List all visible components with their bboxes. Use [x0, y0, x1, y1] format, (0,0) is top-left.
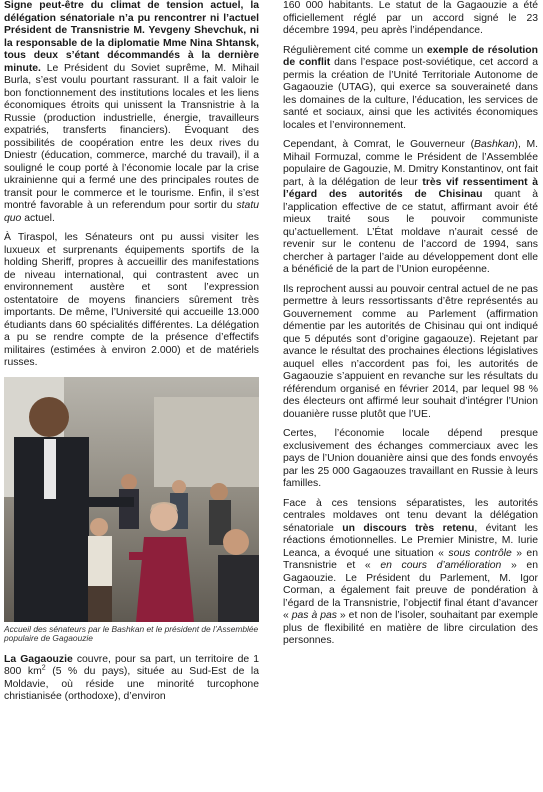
paragraph-text-mid: , évitant les réactions émotionnelles. Le Premier Ministre, M. Iurie Leanca, a évoqué une situation «	[283, 522, 538, 559]
paragraph-conflict-resolution	[283, 45, 538, 133]
italic-quote: en cours d’amélioration	[380, 560, 502, 571]
paragraph-text-end: (5 % du pays), située au Sud-Est de la Moldavie, où réside une minorité turcophone christianisée (orthodoxe), d’environ	[4, 666, 260, 702]
bold-term: exemple de résolution de conflit	[283, 44, 538, 68]
bold-term: La Gagaouzie	[4, 653, 73, 665]
right-column	[283, 0, 538, 655]
left-column	[4, 0, 259, 711]
italic-quote: pas à pas	[291, 610, 337, 621]
photo-caption: Accueil des sénateurs par le Bashkan et le président de l’Assemblée populaire de Gagaouzie	[4, 623, 259, 643]
paragraph-text-end: dans l’espace post-soviétique, cet accord a permis la création de l’Unité Territoriale Autonome de Gagaouzie (UTAG), qui exerce sa souveraineté dans les domaines de la culture, l’éducation, les services de santé et sociaux, ainsi que les activités économiques locales et l’environnement.	[283, 57, 538, 131]
paragraph-text-end: » et non de l’isoler, souhaitant par exemple plus de flexibilité en matière de libre circulation des personnes.	[283, 610, 539, 646]
superscript: 2	[41, 664, 46, 672]
paragraph-tiraspol: À Tiraspol, les Sénateurs ont pu aussi visiter les luxueux et surprenants équipements sportifs de la holding Sheriff, propres à accueillir des manifestations de niveau international, qui contrastent avec un environnement austère et sont l’expression ostentatoire de moyens financiers sûrement très importants. De même, l’Université qui accueille 13.000 étudiants dans 60 spécialités différentes. La délégation a pu se rendre compte de la présence d’effectifs militaires (estimées à environ 2.000) et de matériels russes.	[4, 232, 259, 368]
paragraph-text-end: quant à l’application effective de ce statut, affirmant avoir été mieux traité sous le pouvoir communiste qu’actuellement. L’État moldave n’aurait cessé de revenir sur le contenu de l’accord de 1994, sans chercher à partager l’aide au développement dont elle a bénéficié de la part de l’Union européenne.	[283, 189, 539, 275]
paragraph-text: Face à ces tensions séparatistes, les autorités centrales moldaves ont tenu devant la délégation sénatoriale	[283, 497, 538, 534]
paragraph-text-mid: » en Transnistrie et «	[283, 547, 538, 571]
paragraph-gagauzia-intro	[4, 654, 259, 704]
paragraph-text: Régulièrement cité comme un	[283, 44, 427, 56]
photo-illustration	[4, 377, 259, 622]
paragraph-text-mid: » en Gagaouzie. Le Président du Parlement, M. Igor Corman, a également fait preuve de pondération à l’égard de la Transnistrie, l’objectif final étant d’avancer «	[283, 560, 538, 621]
italic-term: Bashkan	[474, 139, 515, 150]
reception-photo	[4, 377, 259, 622]
paragraph-transnistria-meeting	[4, 0, 259, 225]
bold-term: un discours très retenu	[342, 522, 475, 534]
paragraph-text-end: actuel.	[21, 212, 55, 224]
paragraph-text: Le Président du Soviet suprême, M. Mihail Burla, s’est voulu pourtant rassurant. Il a fait valoir le bon fonctionnement des institutions locales et les liens économiques étroits qui unissent la Transnistrie à la Russie (production industrielle, énergie, travailleurs expatriés, transferts financiers). Évoquant des possibilités de coopération entre les deux rives du Dniestr (éducation, commerce, marché du travail), il a souligné le coup porté à l’économie locale par la crise ukrainienne qui a fermé une des principales routes de transit pour le commerce et le tourisme. Enfin, il s’est montré favorable à un referendum pour sortir du	[4, 62, 259, 211]
bold-intro: Signe peut-être du climat de tension actuel, la délégation sénatoriale n’a pu rencontrer ni l’actuel Président de Transnistrie M. Yevgeny Shevchuk, ni la responsable de la diplomatie Mme Nina Shtansk, tous deux s’étant décommandés à la dernière minute.	[4, 0, 259, 74]
italic-term: statu quo	[4, 200, 259, 224]
paragraph-central-authorities	[283, 498, 538, 648]
paragraph-population: 160 000 habitants. Le statut de la Gagaouzie a été officiellement réglé par un accord signé le 23 décembre 1994, peu après l’indépendance.	[283, 0, 538, 36]
paragraph-economy: Certes, l’économie locale dépend presque exclusivement des échanges commerciaux avec les pays de l’Union douanière ainsi que des fonds envoyés par les 25 000 Gagaouzes travaillant en Russie à leurs familles.	[283, 428, 538, 489]
paragraph-text: couvre, pour sa part, un territoire de 1 800 km	[4, 653, 259, 677]
paragraph-representation: Ils reprochent aussi au pouvoir central actuel de ne pas permettre à leurs ressortissants d’être représentés au Gouvernement comme au Parlement (affirmation démentie par les autorités de Chisinau qui ont indiqué que 5 députés sont d’origine gagaouze). Rejetant par avance le résultat des prochaines élections législatives auquel elles n’accordent pas foi, les autorités de Gagaouzie s’appuient en revanche sur les résultats du référendum organisé en février 2014, par lequel 98 % des électeurs ont affirmé leur souhait d’intégrer l’Union douanière russe plutôt que l’UE.	[283, 283, 538, 420]
bold-term: très vif ressentiment à l’égard des autorités de Chisinau	[283, 176, 538, 200]
italic-quote: sous contrôle	[448, 547, 512, 559]
paragraph-comrat	[283, 139, 538, 277]
paragraph-text: Cependant, à Comrat, le Gouverneur (	[283, 139, 475, 150]
paragraph-text-mid: ), M. Mihail Formuzal, comme le Président de l’Assemblée populaire de Gagouzie, M. Dmitry Konstantinov, ont fait part, à la délégation de leur	[283, 139, 539, 188]
